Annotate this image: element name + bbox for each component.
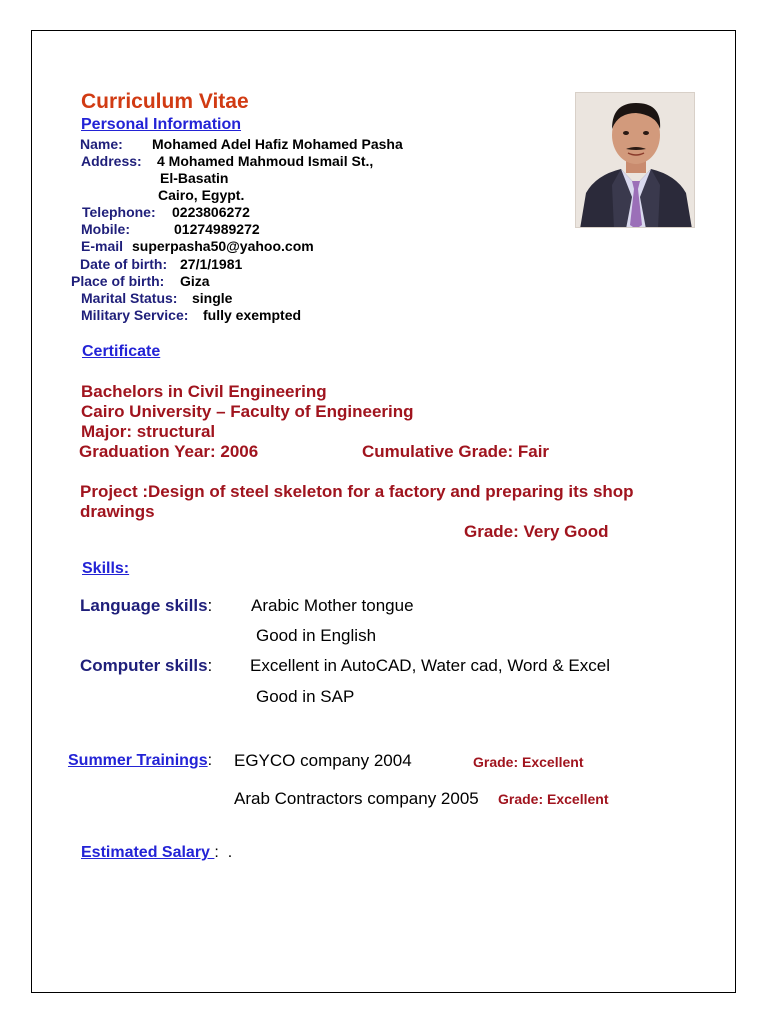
address-line-1: 4 Mohamed Mahmoud Ismail St., bbox=[157, 153, 374, 169]
computer-skill-2: Good in SAP bbox=[256, 687, 355, 706]
certificate-cumulative-grade: Cumulative Grade: Fair bbox=[362, 442, 550, 461]
profile-photo bbox=[575, 92, 695, 228]
address-label: Address: bbox=[81, 153, 142, 169]
computer-skill-1: Excellent in AutoCAD, Water cad, Word & Excel bbox=[250, 656, 610, 675]
summer-trainings-row bbox=[68, 752, 212, 770]
military-label: Military Service: bbox=[81, 307, 189, 323]
address-line-3: Cairo, Egypt. bbox=[158, 187, 245, 203]
language-skill-2: Good in English bbox=[256, 626, 377, 645]
military-value: fully exempted bbox=[203, 307, 302, 323]
email-value: superpasha50@yahoo.com bbox=[132, 238, 314, 254]
certificate-university: Cairo University – Faculty of Engineering bbox=[81, 402, 414, 421]
name-value: Mohamed Adel Hafiz Mohamed Pasha bbox=[152, 136, 403, 152]
mobile-label: Mobile: bbox=[81, 221, 130, 237]
pob-label: Place of birth: bbox=[71, 273, 165, 289]
certificate-major: Major: structural bbox=[81, 422, 216, 441]
training-item-2-grade: Grade: Excellent bbox=[498, 791, 609, 807]
marital-value: single bbox=[192, 290, 233, 306]
language-skills-colon: : bbox=[207, 596, 213, 615]
certificate-heading: Certificate bbox=[82, 343, 161, 360]
language-skill-1: Arabic Mother tongue bbox=[251, 596, 414, 615]
training-item-1: EGYCO company 2004 bbox=[234, 751, 412, 770]
email-label: E-mail bbox=[81, 238, 124, 254]
pob-value: Giza bbox=[180, 273, 210, 289]
dob-label: Date of birth: bbox=[80, 256, 168, 272]
project-grade: Grade: Very Good bbox=[464, 522, 609, 541]
mobile-value: 01274989272 bbox=[174, 221, 260, 237]
skills-heading: Skills: bbox=[82, 560, 130, 577]
project-line-1: Project :Design of steel skeleton for a factory and preparing its shop bbox=[80, 482, 634, 501]
telephone-value: 0223806272 bbox=[172, 204, 250, 220]
marital-label: Marital Status: bbox=[81, 290, 178, 306]
language-skills-label: Language skills bbox=[80, 596, 208, 615]
telephone-label: Telephone: bbox=[82, 204, 156, 220]
training-item-1-grade: Grade: Excellent bbox=[473, 754, 584, 770]
training-item-2: Arab Contractors company 2005 bbox=[234, 789, 479, 808]
estimated-salary-value: : . bbox=[214, 844, 233, 861]
page-title: Curriculum Vitae bbox=[81, 90, 249, 113]
estimated-salary-row bbox=[81, 844, 232, 862]
certificate-graduation-year: Graduation Year: 2006 bbox=[79, 442, 259, 461]
dob-value: 27/1/1981 bbox=[180, 256, 243, 272]
language-skills-row bbox=[80, 596, 212, 616]
address-line-2: El-Basatin bbox=[160, 170, 229, 186]
computer-skills-label: Computer skills bbox=[80, 656, 208, 675]
estimated-salary-heading: Estimated Salary bbox=[81, 844, 215, 861]
project-line-2: drawings bbox=[80, 502, 155, 521]
personal-info-heading: Personal Information bbox=[81, 116, 242, 133]
certificate-degree: Bachelors in Civil Engineering bbox=[81, 382, 327, 401]
computer-skills-colon: : bbox=[207, 656, 213, 675]
name-label: Name: bbox=[80, 136, 123, 152]
summer-trainings-colon: : bbox=[207, 752, 213, 769]
computer-skills-row bbox=[80, 656, 212, 676]
summer-trainings-heading: Summer Trainings bbox=[68, 752, 208, 769]
